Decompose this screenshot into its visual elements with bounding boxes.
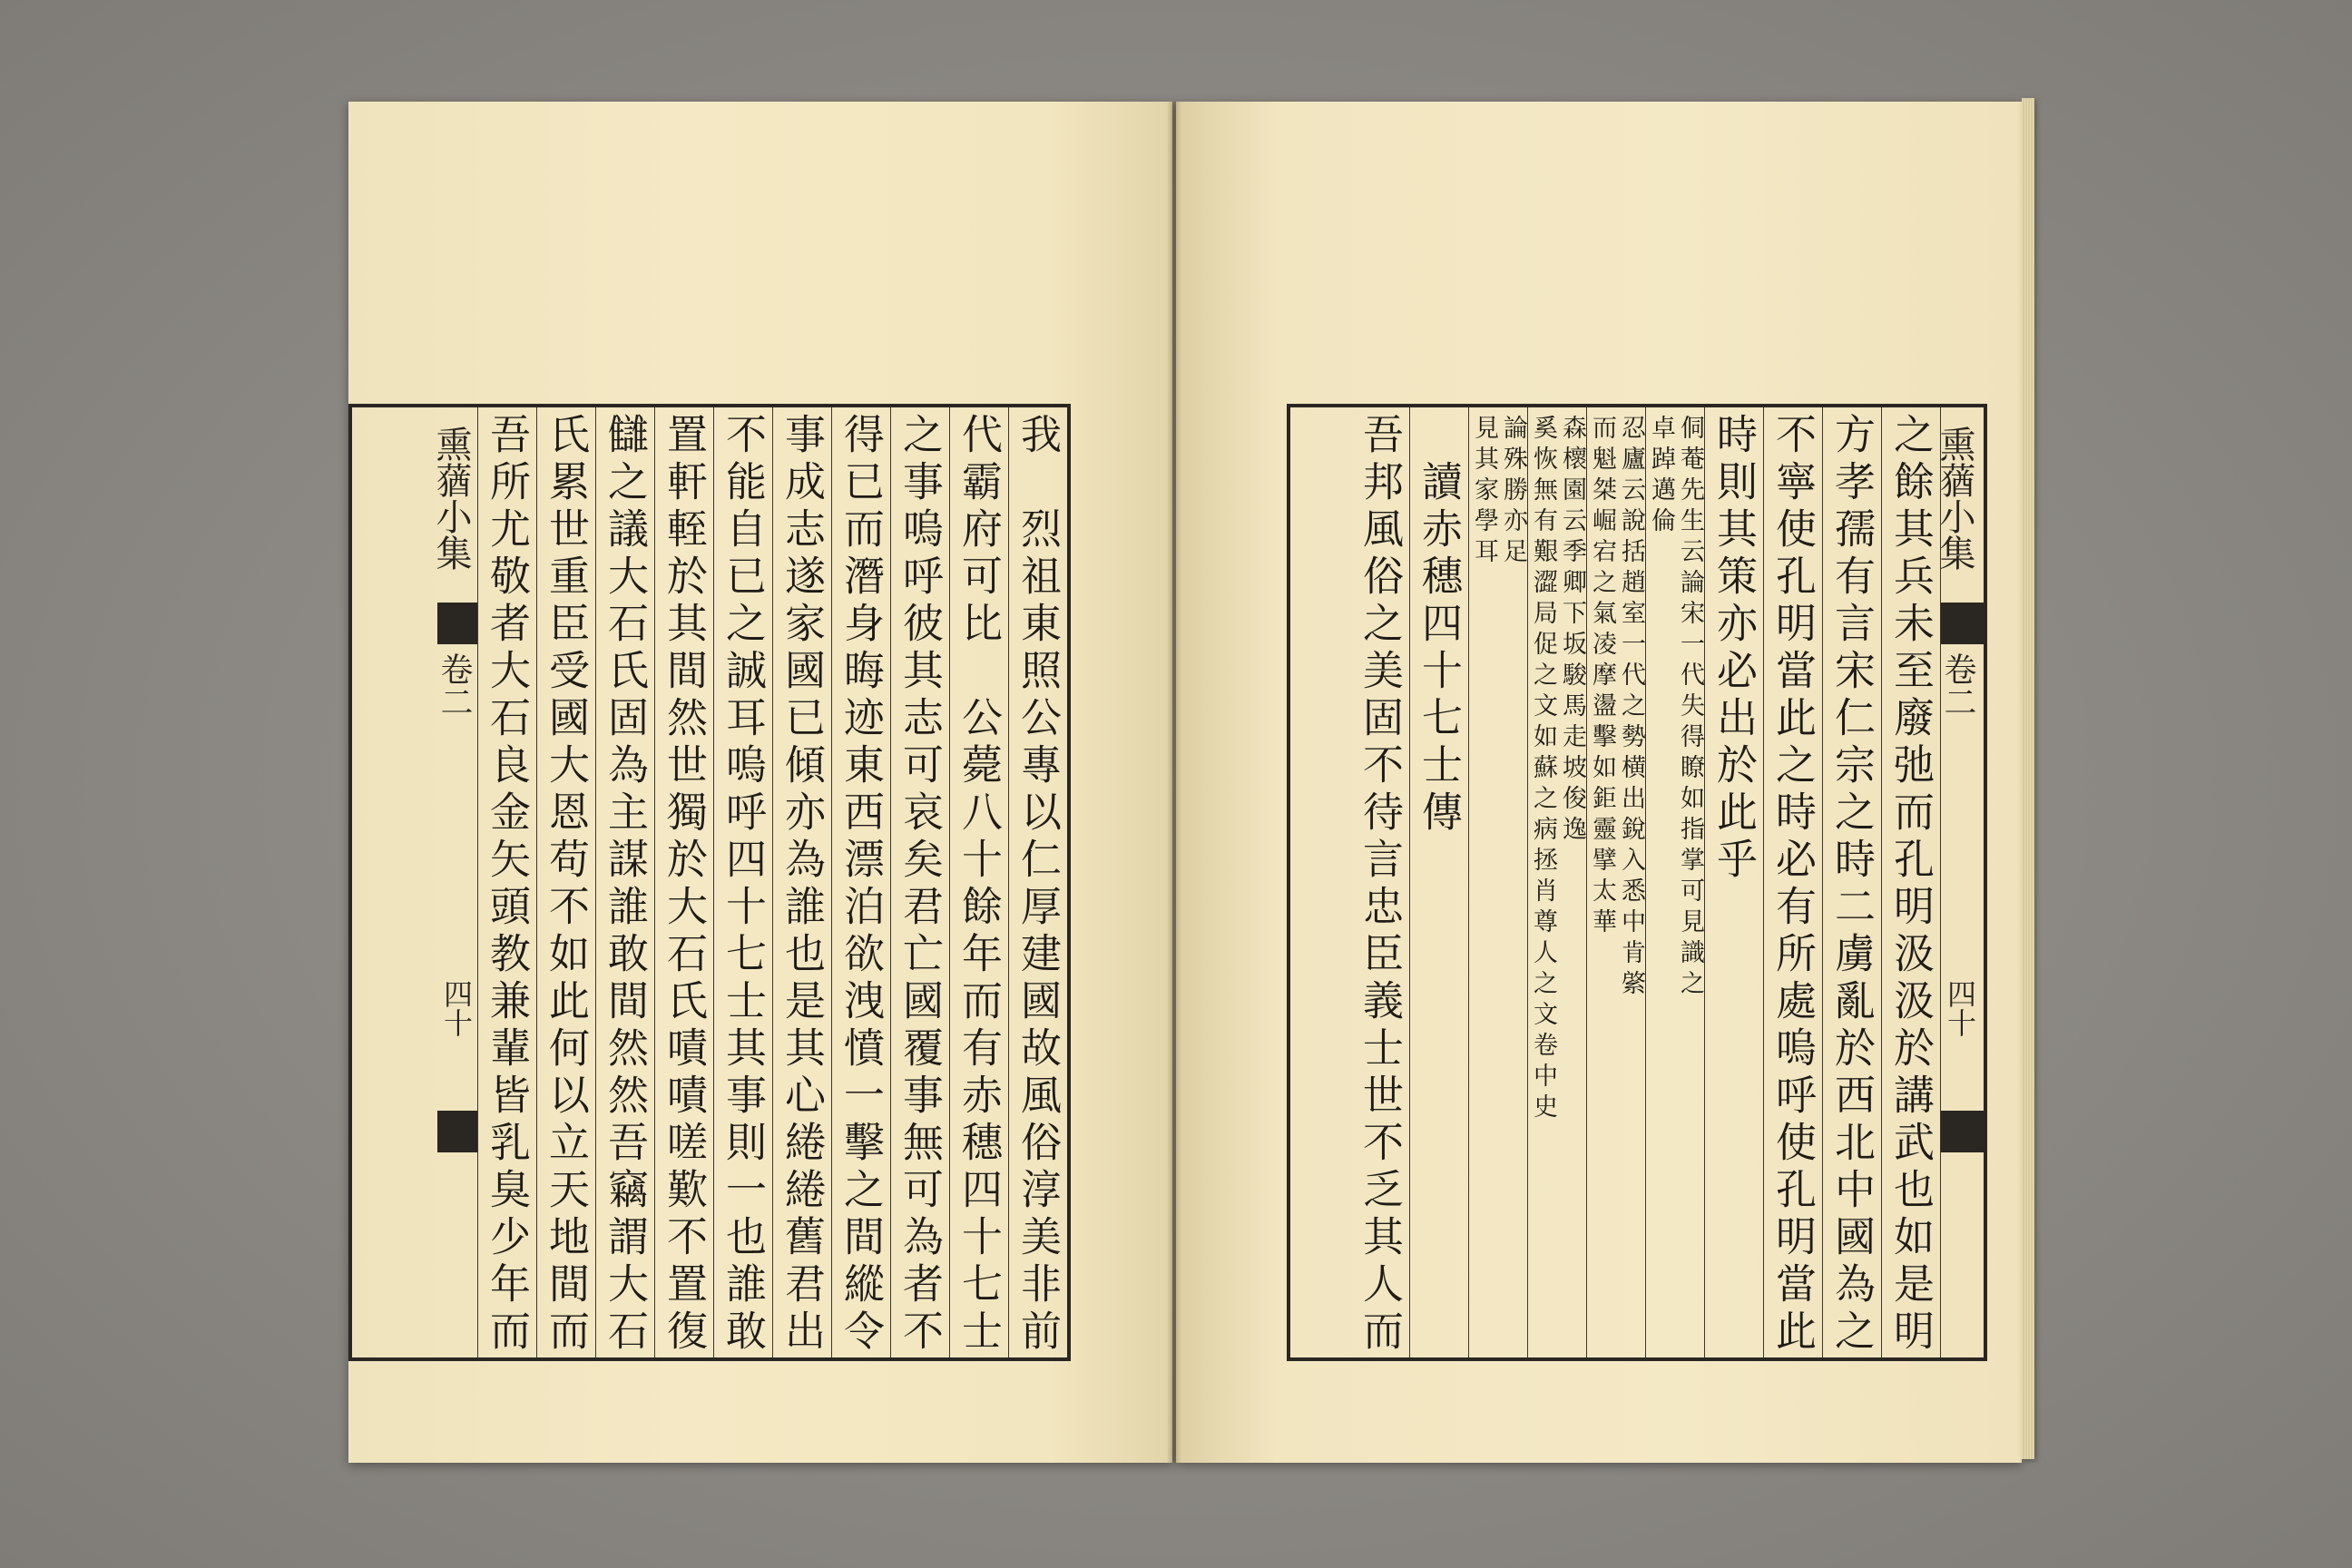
commentary-column <box>1645 407 1704 1357</box>
text-column: 得已而潛身晦迹東西漂泊欲洩憤一擊之間縱令 <box>831 407 890 1357</box>
text-column: 我 烈祖東照公專以仁厚建國故風俗淳美非前 <box>1008 407 1067 1357</box>
running-head-strip <box>430 407 477 1357</box>
fish-tail-ornament <box>1941 1111 1984 1152</box>
folio-number: 四十 <box>1943 979 1977 1037</box>
running-head-title: 熏蕕小集 <box>430 426 472 571</box>
text-column: 之事嗚呼彼其志可哀矣君亡國覆事無可為者不 <box>890 407 949 1357</box>
commentary-line: 卓踔邁倫 <box>1647 415 1675 538</box>
commentary-line: 見其家學耳 <box>1470 415 1498 569</box>
binding-gutter <box>1167 102 1181 1463</box>
fish-tail-ornament <box>437 603 477 644</box>
commentary-line: 忍廬云說括趙室一代之勢横出銳入悉中肯綮 <box>1617 415 1645 1001</box>
text-column: 代霸府可比 公薨八十餘年而有赤穗四十七士 <box>949 407 1008 1357</box>
folio-number: 四十 <box>439 979 474 1037</box>
volume-label: 卷二 <box>1939 652 1976 718</box>
commentary-line: 而魁桀崛宕之氣凌摩盪擊如鉅靈擘太華 <box>1588 415 1616 939</box>
running-head-strip <box>1934 407 1984 1357</box>
right-text-block <box>1287 404 1987 1361</box>
text-column: 方孝孺有言宋仁宗之時二虜亂於西北中國為之 <box>1822 407 1881 1357</box>
text-column: 吾所尤敬者大石良金矢頭教兼輩皆乳臭少年而 <box>477 407 536 1357</box>
fish-tail-ornament <box>1941 603 1984 644</box>
fish-tail-ornament <box>437 1111 477 1152</box>
text-column: 之餘其兵未至廢弛而孔明汲汲於講武也如是明 <box>1881 407 1940 1357</box>
text-column: 吾邦風俗之美固不待言忠臣義士世不乏其人而 <box>1356 413 1404 1357</box>
text-column: 不能自已之誠耳嗚呼四十七士其事則一也誰敢 <box>713 407 772 1357</box>
essay-title-column: 讀赤穗四十七士傳 <box>1409 407 1468 1357</box>
text-column: 事成志遂家國已傾亦為誰也是其心綣綣舊君出 <box>772 407 831 1357</box>
commentary-column <box>1527 407 1586 1357</box>
commentary-line: 論殊勝亦足 <box>1499 415 1527 569</box>
running-head-title: 熏蕕小集 <box>1934 426 1975 571</box>
text-column: 不寧使孔明當此之時必有所處嗚呼使孔明當此 <box>1763 407 1822 1357</box>
text-column: 置軒輊於其間然世獨於大石氏嘖嘖嗟歎不置復 <box>654 407 713 1357</box>
commentary-line: 奚恢無有艱澀局促之文如蘇之病拯肖尊人之文卷中史 <box>1529 415 1557 1124</box>
text-column: 氏累世重臣受國大恩苟不如此何以立天地間而 <box>536 407 595 1357</box>
text-column: 時則其策亦必出於此乎 <box>1704 407 1763 1357</box>
left-text-block <box>348 404 1071 1361</box>
commentary-line: 森櫰園云季卿下坂駿馬走坡俊逸 <box>1558 415 1586 847</box>
page-fore-edges <box>2022 98 2034 1459</box>
commentary-line: 侗菴先生云論宋一代失得瞭如指掌可見識之 <box>1676 415 1704 1001</box>
commentary-column <box>1468 407 1527 1357</box>
commentary-column <box>1586 407 1645 1357</box>
volume-label: 卷二 <box>436 652 473 718</box>
text-column: 讎之議大石氏固為主謀誰敢間然然吾竊謂大石 <box>595 407 654 1357</box>
